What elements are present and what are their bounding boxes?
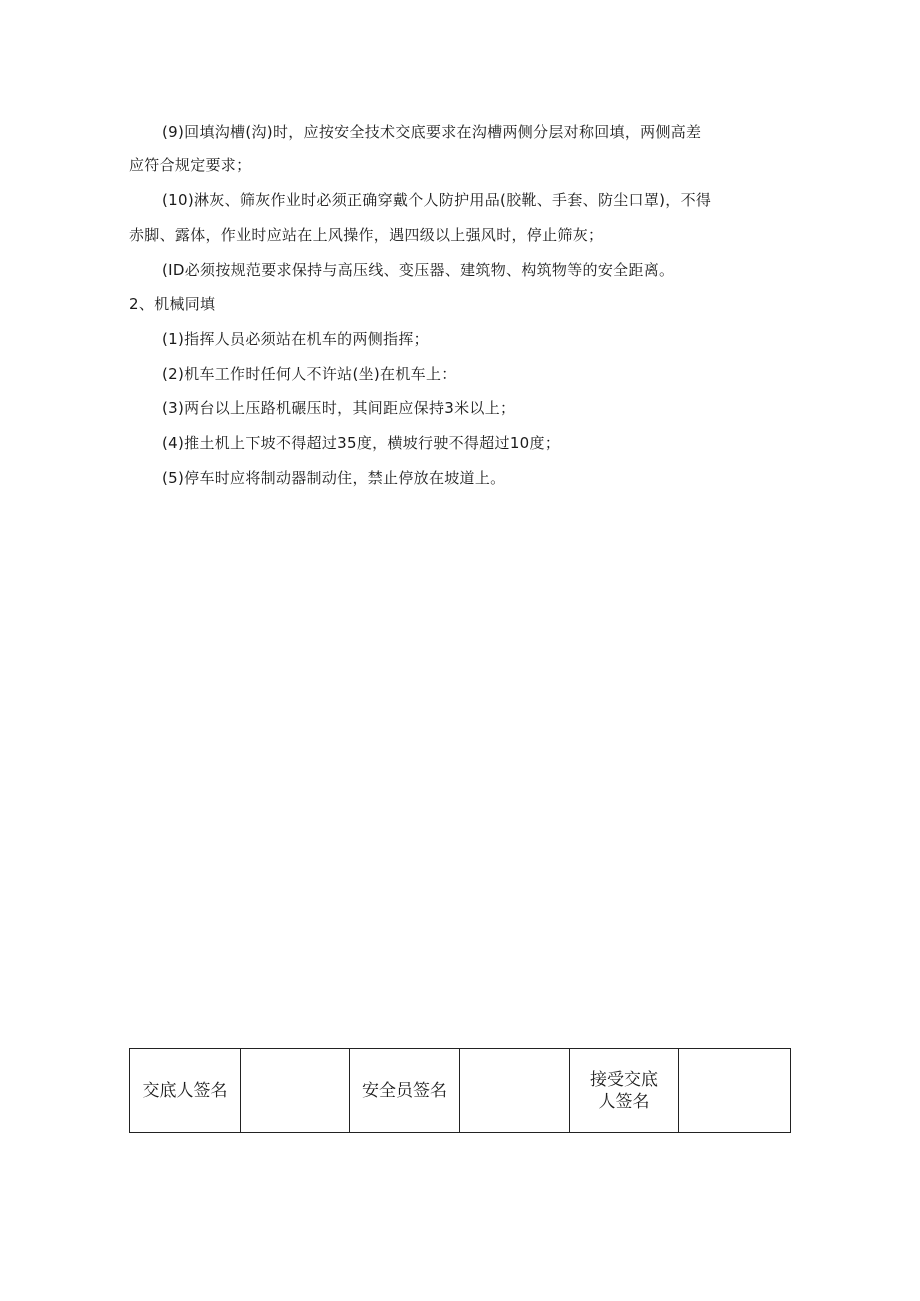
paragraph-item-10-line1: (10)淋灰、筛灰作业时必须正确穿戴个人防护用品(胶靴、手套、防尘口罩)，不得 xyxy=(162,191,712,209)
discloser-signature-field[interactable] xyxy=(241,1049,350,1133)
list-item-4: (4)推土机上下坡不得超过35度，横坡行驶不得超过10度； xyxy=(162,434,561,452)
safety-officer-signature-field[interactable] xyxy=(460,1049,570,1133)
paragraph-item-10-line2: 赤脚、露体，作业时应站在上风操作，遇四级以上强风时，停止筛灰； xyxy=(129,226,604,244)
safety-officer-signature-label: 安全员签名 xyxy=(350,1049,460,1133)
paragraph-item-9-line2: 应符合规定要求； xyxy=(129,156,252,174)
paragraph-item-11: (ID必须按规范要求保持与高压线、变压器、建筑物、构筑物等的安全距离。 xyxy=(162,261,675,279)
paragraph-item-9-line1: (9)回填沟槽(沟)时，应按安全技术交底要求在沟槽两侧分层对称回填，两侧高差 xyxy=(162,123,702,141)
receiver-signature-label: 接受交底人签名 xyxy=(570,1049,679,1133)
list-item-3: (3)两台以上压路机碾压时，其间距应保持3米以上； xyxy=(162,399,516,417)
signature-table xyxy=(129,1048,791,1133)
list-item-5: (5)停车时应将制动器制动住，禁止停放在坡道上。 xyxy=(162,469,506,487)
signature-row xyxy=(130,1049,791,1133)
section-heading-mechanical-backfill: 2、机械同填 xyxy=(129,295,216,313)
list-item-2: (2)机车工作时任何人不许站(坐)在机车上： xyxy=(162,365,457,383)
discloser-signature-label: 交底人签名 xyxy=(130,1049,241,1133)
list-item-1: (1)指挥人员必须站在机车的两侧指挥； xyxy=(162,330,429,348)
receiver-signature-field[interactable] xyxy=(679,1049,791,1133)
